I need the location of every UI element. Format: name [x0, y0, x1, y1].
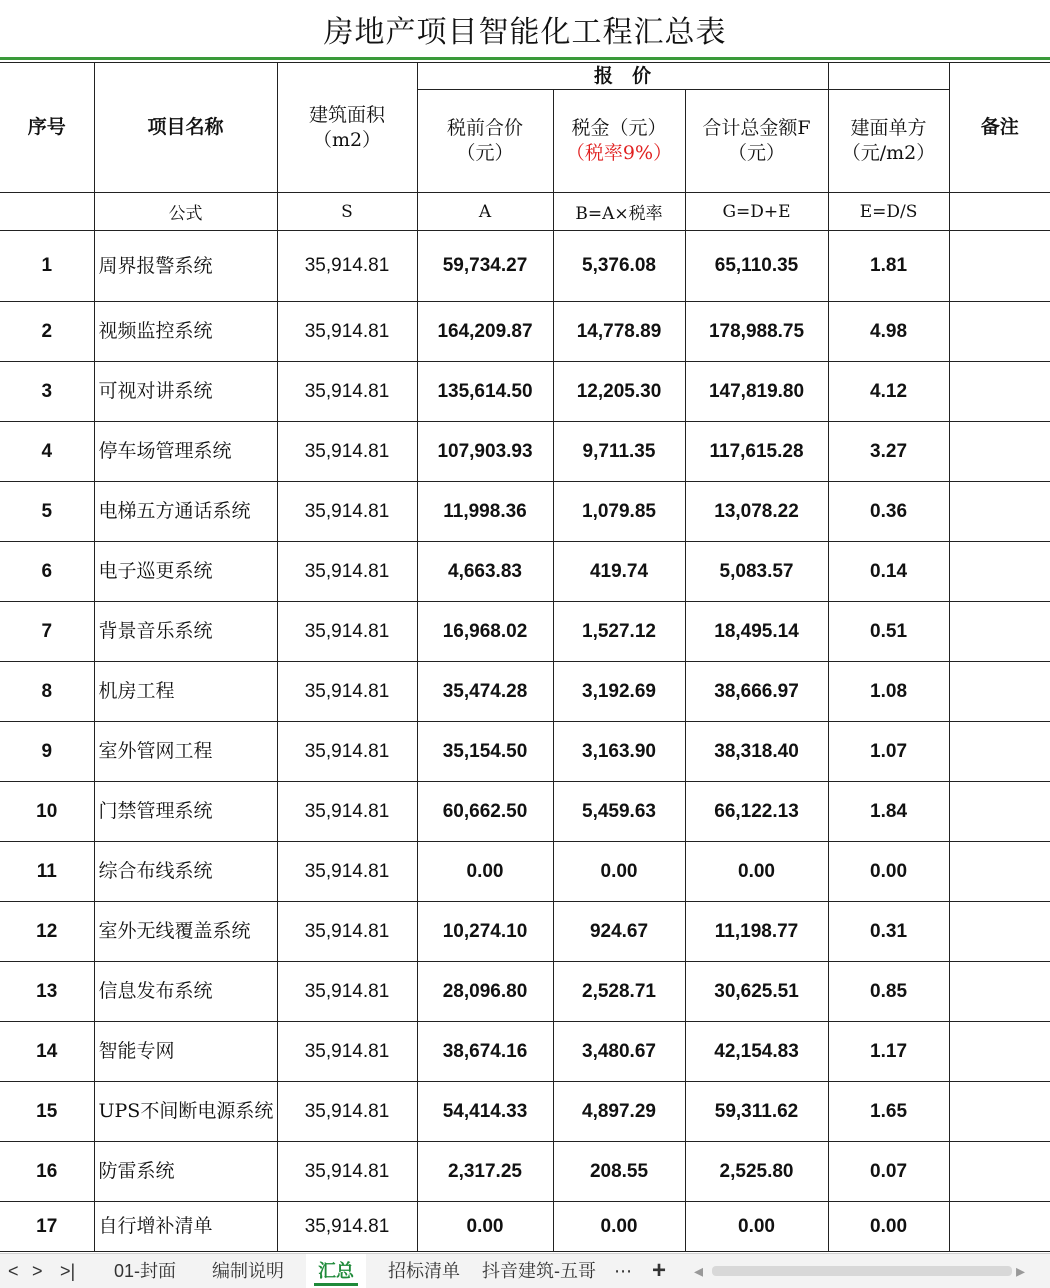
- header-empty: [828, 63, 949, 90]
- header-unit: [828, 90, 949, 193]
- row-total[interactable]: 11,198.77: [685, 902, 828, 962]
- row-pretax[interactable]: 16,968.02: [417, 602, 553, 662]
- row-total[interactable]: 13,078.22: [685, 482, 828, 542]
- table-row: [0, 422, 1050, 482]
- row-total[interactable]: 38,666.97: [685, 662, 828, 722]
- tab-summary[interactable]: 汇总: [306, 1254, 366, 1288]
- row-pretax[interactable]: 135,614.50: [417, 362, 553, 422]
- row-total[interactable]: 42,154.83: [685, 1022, 828, 1082]
- row-no[interactable]: 3: [0, 362, 94, 422]
- row-area[interactable]: 35,914.81: [277, 231, 417, 302]
- row-remark[interactable]: [949, 1202, 1050, 1252]
- table-row: [0, 602, 1050, 662]
- tab-bid-list[interactable]: 招标清单: [388, 1261, 460, 1281]
- row-tax[interactable]: 2,528.71: [553, 962, 685, 1022]
- row-area[interactable]: 35,914.81: [277, 1142, 417, 1202]
- row-area[interactable]: 35,914.81: [277, 782, 417, 842]
- row-unit[interactable]: 1.84: [828, 782, 949, 842]
- row-area[interactable]: 35,914.81: [277, 902, 417, 962]
- row-name[interactable]: 信息发布系统: [94, 962, 277, 1022]
- row-pretax[interactable]: 4,663.83: [417, 542, 553, 602]
- row-tax[interactable]: 12,205.30: [553, 362, 685, 422]
- table-row: [0, 962, 1050, 1022]
- row-pretax[interactable]: 2,317.25: [417, 1142, 553, 1202]
- row-total[interactable]: 18,495.14: [685, 602, 828, 662]
- table-row: [0, 1082, 1050, 1142]
- row-pretax[interactable]: 60,662.50: [417, 782, 553, 842]
- row-tax[interactable]: 419.74: [553, 542, 685, 602]
- row-tax[interactable]: 5,376.08: [553, 231, 685, 302]
- row-name[interactable]: 视频监控系统: [94, 302, 277, 362]
- row-no[interactable]: 13: [0, 962, 94, 1022]
- header-name: 项目名称: [94, 63, 277, 193]
- row-name[interactable]: 室外无线覆盖系统: [94, 902, 277, 962]
- row-tax[interactable]: 0.00: [553, 842, 685, 902]
- row-remark[interactable]: [949, 1082, 1050, 1142]
- row-unit[interactable]: 0.36: [828, 482, 949, 542]
- row-total[interactable]: 147,819.80: [685, 362, 828, 422]
- scroll-left-icon[interactable]: ◂: [694, 1261, 704, 1281]
- row-pretax[interactable]: 28,096.80: [417, 962, 553, 1022]
- row-name[interactable]: 门禁管理系统: [94, 782, 277, 842]
- row-unit[interactable]: 1.65: [828, 1082, 949, 1142]
- row-tax[interactable]: 3,480.67: [553, 1022, 685, 1082]
- row-remark[interactable]: [949, 902, 1050, 962]
- row-remark[interactable]: [949, 782, 1050, 842]
- row-unit[interactable]: 1.07: [828, 722, 949, 782]
- row-no[interactable]: 5: [0, 482, 94, 542]
- row-pretax[interactable]: 35,474.28: [417, 662, 553, 722]
- row-unit[interactable]: 0.85: [828, 962, 949, 1022]
- table-row: [0, 1022, 1050, 1082]
- header-unit-line1: 建面单方: [850, 117, 927, 139]
- formula-label[interactable]: 公式: [94, 193, 277, 231]
- row-unit[interactable]: 4.12: [828, 362, 949, 422]
- add-sheet-icon[interactable]: +: [652, 1257, 667, 1284]
- row-area[interactable]: 35,914.81: [277, 602, 417, 662]
- row-remark[interactable]: [949, 542, 1050, 602]
- row-tax[interactable]: 4,897.29: [553, 1082, 685, 1142]
- row-tax[interactable]: 5,459.63: [553, 782, 685, 842]
- table-row: [0, 782, 1050, 842]
- row-name[interactable]: 电梯五方通话系统: [94, 482, 277, 542]
- row-tax[interactable]: 14,778.89: [553, 302, 685, 362]
- row-no[interactable]: 16: [0, 1142, 94, 1202]
- row-no[interactable]: 4: [0, 422, 94, 482]
- row-name[interactable]: 停车场管理系统: [94, 422, 277, 482]
- row-no[interactable]: 12: [0, 902, 94, 962]
- header-seq: 序号: [0, 63, 94, 193]
- row-remark[interactable]: [949, 1142, 1050, 1202]
- tab-instructions[interactable]: 编制说明: [212, 1261, 284, 1281]
- table-row: [0, 902, 1050, 962]
- formula-seq[interactable]: [0, 193, 94, 231]
- row-tax[interactable]: 3,192.69: [553, 662, 685, 722]
- table-row: [0, 482, 1050, 542]
- row-no[interactable]: 7: [0, 602, 94, 662]
- formula-remark[interactable]: [949, 193, 1050, 231]
- row-area[interactable]: 35,914.81: [277, 542, 417, 602]
- row-total[interactable]: 30,625.51: [685, 962, 828, 1022]
- row-unit[interactable]: 3.27: [828, 422, 949, 482]
- row-no[interactable]: 6: [0, 542, 94, 602]
- header-tax-line1: 税金（元）: [571, 117, 667, 139]
- row-pretax[interactable]: 11,998.36: [417, 482, 553, 542]
- summary-table: [0, 62, 1050, 1252]
- row-remark[interactable]: [949, 962, 1050, 1022]
- header-pretax-line2: （元）: [456, 142, 514, 164]
- header-tax-rate: （税率9%）: [565, 142, 673, 164]
- table-row: [0, 722, 1050, 782]
- row-total[interactable]: 117,615.28: [685, 422, 828, 482]
- row-name[interactable]: 室外管网工程: [94, 722, 277, 782]
- header-total-line1: 合计总金额F: [702, 117, 811, 139]
- table-row: [0, 231, 1050, 302]
- tab-cover[interactable]: 01-封面: [114, 1261, 177, 1281]
- row-unit[interactable]: 0.00: [828, 842, 949, 902]
- row-pretax[interactable]: 38,674.16: [417, 1022, 553, 1082]
- table-row: [0, 362, 1050, 422]
- header-area: [277, 63, 417, 193]
- row-unit[interactable]: 1.17: [828, 1022, 949, 1082]
- row-name[interactable]: 周界报警系统: [94, 231, 277, 302]
- formula-pretax[interactable]: A: [417, 193, 553, 231]
- row-name[interactable]: 防雷系统: [94, 1142, 277, 1202]
- row-unit[interactable]: 0.14: [828, 542, 949, 602]
- row-unit[interactable]: 0.07: [828, 1142, 949, 1202]
- table-row: [0, 542, 1050, 602]
- row-pretax[interactable]: 0.00: [417, 1202, 553, 1252]
- row-tax[interactable]: 208.55: [553, 1142, 685, 1202]
- row-tax[interactable]: 0.00: [553, 1202, 685, 1252]
- row-total[interactable]: 178,988.75: [685, 302, 828, 362]
- row-area[interactable]: 35,914.81: [277, 1022, 417, 1082]
- row-remark[interactable]: [949, 482, 1050, 542]
- row-total[interactable]: 66,122.13: [685, 782, 828, 842]
- row-no[interactable]: 8: [0, 662, 94, 722]
- row-area[interactable]: 35,914.81: [277, 722, 417, 782]
- row-unit[interactable]: 4.98: [828, 302, 949, 362]
- row-tax[interactable]: 1,079.85: [553, 482, 685, 542]
- tab-nav-next-icon[interactable]: >: [32, 1261, 43, 1281]
- formula-unit[interactable]: E=D/S: [828, 193, 949, 231]
- row-no[interactable]: 10: [0, 782, 94, 842]
- sheet-title: 房地产项目智能化工程汇总表: [0, 0, 1050, 60]
- row-no[interactable]: 1: [0, 231, 94, 302]
- row-no[interactable]: 11: [0, 842, 94, 902]
- row-area[interactable]: 35,914.81: [277, 662, 417, 722]
- table-row: [0, 1142, 1050, 1202]
- header-tax: [553, 90, 685, 193]
- row-unit[interactable]: 1.08: [828, 662, 949, 722]
- row-name[interactable]: 综合布线系统: [94, 842, 277, 902]
- header-unit-line2: （元/m2）: [841, 142, 936, 164]
- table-row: [0, 1202, 1050, 1252]
- row-area[interactable]: 35,914.81: [277, 962, 417, 1022]
- row-remark[interactable]: [949, 662, 1050, 722]
- row-no[interactable]: 17: [0, 1202, 94, 1252]
- row-area[interactable]: 35,914.81: [277, 842, 417, 902]
- row-unit[interactable]: 0.51: [828, 602, 949, 662]
- header-area-line1: 建筑面积: [308, 103, 385, 126]
- row-remark[interactable]: [949, 722, 1050, 782]
- row-area[interactable]: 35,914.81: [277, 482, 417, 542]
- row-tax[interactable]: 9,711.35: [553, 422, 685, 482]
- row-name[interactable]: 自行增补清单: [94, 1202, 277, 1252]
- scroll-right-icon[interactable]: ▸: [1016, 1261, 1026, 1281]
- row-no[interactable]: 15: [0, 1082, 94, 1142]
- row-area[interactable]: 35,914.81: [277, 362, 417, 422]
- row-unit[interactable]: 1.81: [828, 231, 949, 302]
- header-total: [685, 90, 828, 193]
- row-area[interactable]: 35,914.81: [277, 1202, 417, 1252]
- row-name[interactable]: UPS不间断电源系统: [94, 1082, 277, 1142]
- row-remark[interactable]: [949, 231, 1050, 302]
- tab-nav-last-icon[interactable]: >|: [60, 1261, 76, 1281]
- row-tax[interactable]: 3,163.90: [553, 722, 685, 782]
- row-no[interactable]: 2: [0, 302, 94, 362]
- row-name[interactable]: 智能专网: [94, 1022, 277, 1082]
- row-total[interactable]: 5,083.57: [685, 542, 828, 602]
- row-tax[interactable]: 924.67: [553, 902, 685, 962]
- horizontal-scrollbar[interactable]: [712, 1266, 1012, 1276]
- tab-nav-prev-icon[interactable]: <: [8, 1261, 19, 1281]
- row-area[interactable]: 35,914.81: [277, 422, 417, 482]
- row-total[interactable]: 0.00: [685, 1202, 828, 1252]
- row-remark[interactable]: [949, 422, 1050, 482]
- table-row: [0, 302, 1050, 362]
- row-unit[interactable]: 0.31: [828, 902, 949, 962]
- row-pretax[interactable]: 35,154.50: [417, 722, 553, 782]
- row-name[interactable]: 电子巡更系统: [94, 542, 277, 602]
- tab-more-icon[interactable]: ⋯: [614, 1261, 632, 1281]
- row-name[interactable]: 背景音乐系统: [94, 602, 277, 662]
- row-no[interactable]: 9: [0, 722, 94, 782]
- row-remark[interactable]: [949, 842, 1050, 902]
- table-row: [0, 842, 1050, 902]
- row-total[interactable]: 2,525.80: [685, 1142, 828, 1202]
- header-quote: 报 价: [417, 63, 828, 90]
- row-remark[interactable]: [949, 1022, 1050, 1082]
- row-pretax[interactable]: 59,734.27: [417, 231, 553, 302]
- row-unit[interactable]: 0.00: [828, 1202, 949, 1252]
- row-total[interactable]: 59,311.62: [685, 1082, 828, 1142]
- row-pretax[interactable]: 10,274.10: [417, 902, 553, 962]
- row-total[interactable]: 65,110.35: [685, 231, 828, 302]
- tab-douyin[interactable]: 抖音建筑-五哥: [482, 1261, 596, 1281]
- row-tax[interactable]: 1,527.12: [553, 602, 685, 662]
- formula-area[interactable]: S: [277, 193, 417, 231]
- row-pretax[interactable]: 164,209.87: [417, 302, 553, 362]
- row-name[interactable]: 机房工程: [94, 662, 277, 722]
- formula-tax[interactable]: B=A×税率: [553, 193, 685, 231]
- row-total[interactable]: 0.00: [685, 842, 828, 902]
- header-area-line2: （m2）: [312, 128, 382, 151]
- table-row: [0, 662, 1050, 722]
- header-pretax: [417, 90, 553, 193]
- row-remark[interactable]: [949, 302, 1050, 362]
- row-pretax[interactable]: 107,903.93: [417, 422, 553, 482]
- row-pretax[interactable]: 0.00: [417, 842, 553, 902]
- row-remark[interactable]: [949, 362, 1050, 422]
- formula-total[interactable]: G=D+E: [685, 193, 828, 231]
- row-remark[interactable]: [949, 602, 1050, 662]
- sheet-tab-bar: [0, 1253, 1050, 1288]
- row-pretax[interactable]: 54,414.33: [417, 1082, 553, 1142]
- row-total[interactable]: 38,318.40: [685, 722, 828, 782]
- header-pretax-line1: 税前合价: [446, 117, 523, 139]
- header-remark: 备注: [949, 63, 1050, 193]
- row-area[interactable]: 35,914.81: [277, 302, 417, 362]
- row-no[interactable]: 14: [0, 1022, 94, 1082]
- header-total-line2: （元）: [728, 142, 786, 164]
- row-name[interactable]: 可视对讲系统: [94, 362, 277, 422]
- row-area[interactable]: 35,914.81: [277, 1082, 417, 1142]
